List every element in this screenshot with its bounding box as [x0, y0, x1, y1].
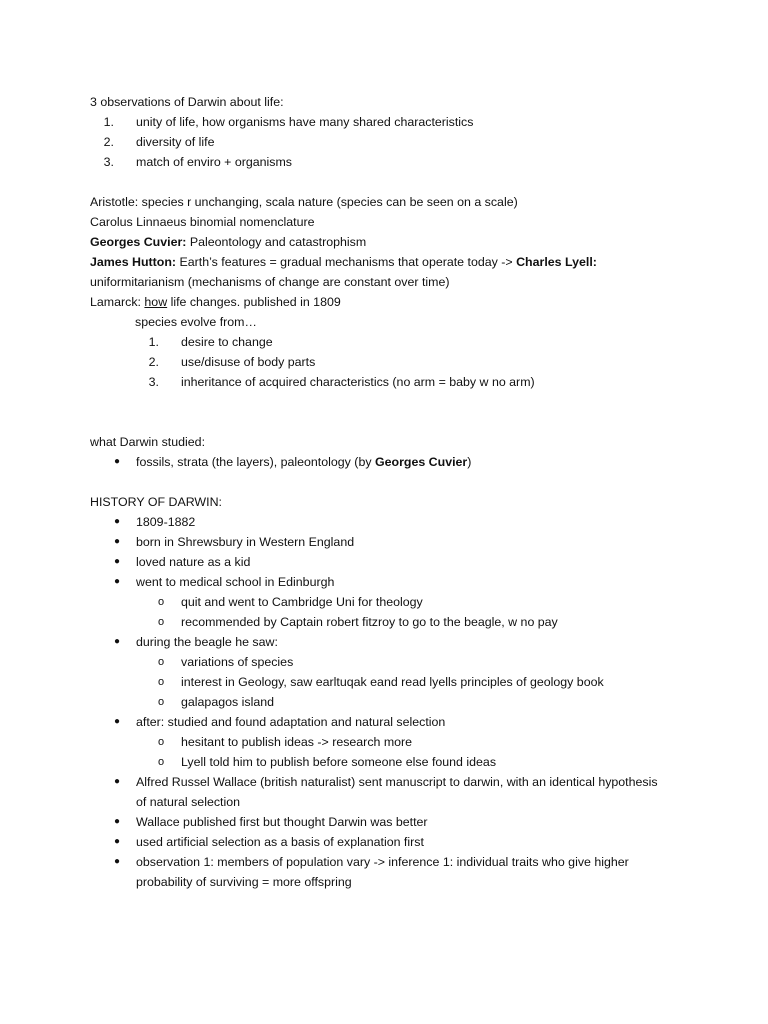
studied-heading: what Darwin studied:: [90, 435, 206, 449]
bullet-icon: ●: [114, 836, 121, 847]
bullet-item: ● observation 1: members of population vary -> inference 1: individual traits who give higher: [90, 852, 690, 872]
bullet-icon: ●: [114, 856, 121, 867]
bullet-item: ● 1809-1882: [90, 512, 690, 532]
circle-bullet-icon: o: [158, 756, 165, 768]
bullet-item: ● loved nature as a kid: [90, 552, 690, 572]
bullet-item: ● fossils, strata (the layers), paleontology (by Georges Cuvier): [90, 452, 690, 472]
bullet-item: ● born in Shrewsbury in Western England: [90, 532, 690, 552]
numbered-item: 1. desire to change: [148, 335, 273, 349]
sub-bullet-item: o galapagos island: [90, 692, 690, 712]
linnaeus-line: Carolus Linnaeus binomial nomenclature: [90, 215, 315, 229]
sub-bullet-item: o recommended by Captain robert fitzroy to go to the beagle, w no pay: [90, 612, 690, 632]
sub-bullet-item: o variations of species: [90, 652, 690, 672]
circle-bullet-icon: o: [158, 596, 165, 608]
bullet-item: ● during the beagle he saw:: [90, 632, 690, 652]
evolve-line: species evolve from…: [135, 315, 257, 329]
hutton-line: James Hutton: Earth’s features = gradual mechanisms that operate today -> Charles Lyell:: [90, 255, 597, 269]
bullet-icon: ●: [114, 456, 121, 467]
bullet-icon: ●: [114, 556, 121, 567]
uniformitarianism-line: uniformitarianism (mechanisms of change are constant over time): [90, 275, 450, 289]
numbered-item: 3. inheritance of acquired characteristics (no arm = baby w no arm): [148, 375, 535, 389]
aristotle-line: Aristotle: species r unchanging, scala nature (species can be seen on a scale): [90, 195, 518, 209]
circle-bullet-icon: o: [158, 736, 165, 748]
sub-bullet-item: o hesitant to publish ideas -> research more: [90, 732, 690, 752]
bullet-icon: ●: [114, 776, 121, 787]
bullet-icon: ●: [114, 816, 121, 827]
bullet-item: ● went to medical school in Edinburgh: [90, 572, 690, 592]
circle-bullet-icon: o: [158, 676, 165, 688]
bullet-item: ● Wallace published first but thought Darwin was better: [90, 812, 690, 832]
numbered-item: 1. unity of life, how organisms have many shared characteristics: [103, 115, 474, 129]
circle-bullet-icon: o: [158, 656, 165, 668]
bullet-item: ● used artificial selection as a basis of explanation first: [90, 832, 690, 852]
observations-heading: 3 observations of Darwin about life:: [90, 95, 284, 109]
bullet-item-continuation: of natural selection: [136, 795, 241, 809]
bullet-icon: ●: [114, 536, 121, 547]
circle-bullet-icon: o: [158, 696, 165, 708]
bullet-icon: ●: [114, 576, 121, 587]
bullet-item-continuation: probability of surviving = more offspring: [136, 875, 352, 889]
notes-content: [90, 92, 690, 892]
numbered-item: 3. match of enviro + organisms: [103, 155, 292, 169]
circle-bullet-icon: o: [158, 616, 165, 628]
sub-bullet-item: o quit and went to Cambridge Uni for theology: [90, 592, 690, 612]
bullet-item: ● after: studied and found adaptation and natural selection: [90, 712, 690, 732]
numbered-item: 2. diversity of life: [103, 135, 215, 149]
bullet-icon: ●: [114, 516, 121, 527]
lamarck-line: Lamarck: how life changes. published in 1809: [90, 295, 341, 309]
sub-bullet-item: o interest in Geology, saw earltuqak eand read lyells principles of geology book: [90, 672, 690, 692]
sub-bullet-item: o Lyell told him to publish before someone else found ideas: [90, 752, 690, 772]
bullet-icon: ●: [114, 636, 121, 647]
bullet-icon: ●: [114, 716, 121, 727]
bullet-item: ● Alfred Russel Wallace (british naturalist) sent manuscript to darwin, with an identical hypothesis: [90, 772, 690, 792]
numbered-item: 2. use/disuse of body parts: [148, 355, 316, 369]
cuvier-line: Georges Cuvier: Paleontology and catastrophism: [90, 235, 367, 249]
history-heading: HISTORY OF DARWIN:: [90, 495, 222, 509]
